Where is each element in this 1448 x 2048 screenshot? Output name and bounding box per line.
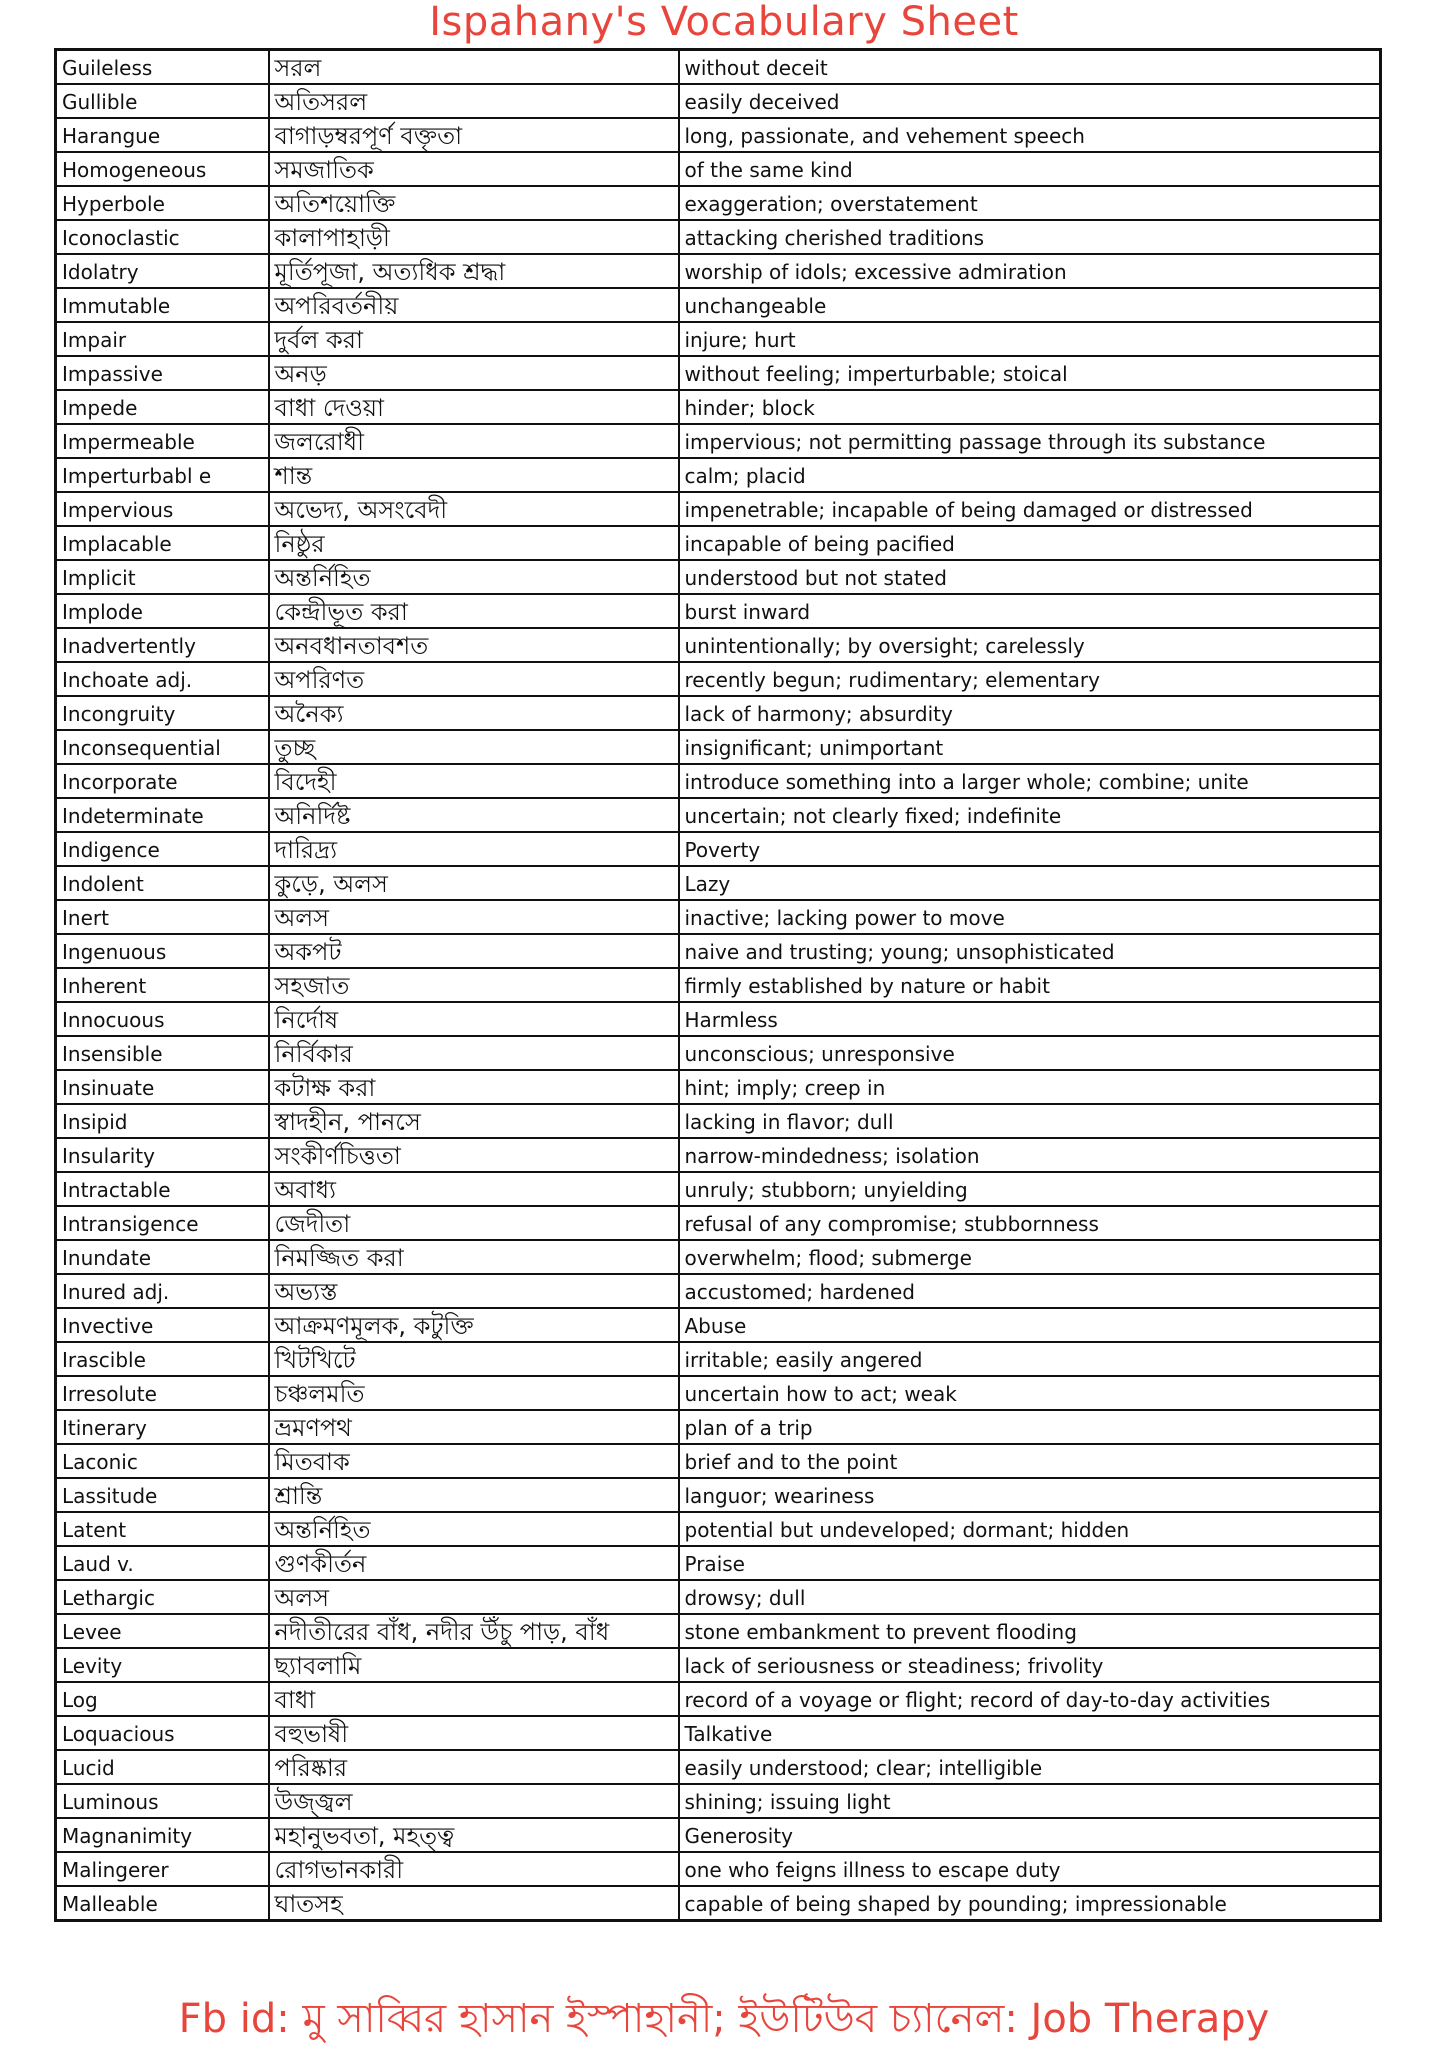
bangla-meaning-cell: স্বাদহীন, পানসে	[269, 1104, 679, 1138]
english-word-cell: Malingerer	[56, 1852, 269, 1886]
table-row	[56, 1138, 1381, 1172]
english-definition-cell: unruly; stubborn; unyielding	[679, 1172, 1381, 1206]
table-row	[56, 492, 1381, 526]
table-row	[56, 730, 1381, 764]
table-row	[56, 696, 1381, 730]
english-definition-cell: languor; weariness	[679, 1478, 1381, 1512]
english-word-cell: Inert	[56, 900, 269, 934]
table-row	[56, 288, 1381, 322]
english-definition-cell: potential but undeveloped; dormant; hidden	[679, 1512, 1381, 1546]
english-definition-cell: unchangeable	[679, 288, 1381, 322]
english-word-cell: Impassive	[56, 356, 269, 390]
english-word-cell: Insipid	[56, 1104, 269, 1138]
english-word-cell: Implode	[56, 594, 269, 628]
bangla-meaning-cell: আক্রমণমূলক, কটুক্তি	[269, 1308, 679, 1342]
table-row	[56, 968, 1381, 1002]
english-definition-cell: accustomed; hardened	[679, 1274, 1381, 1308]
english-definition-cell: Lazy	[679, 866, 1381, 900]
english-definition-cell: of the same kind	[679, 152, 1381, 186]
english-word-cell: Immutable	[56, 288, 269, 322]
table-row	[56, 1648, 1381, 1682]
english-definition-cell: introduce something into a larger whole; combine; unite	[679, 764, 1381, 798]
english-word-cell: Incongruity	[56, 696, 269, 730]
table-row	[56, 458, 1381, 492]
english-word-cell: Levity	[56, 1648, 269, 1682]
table-row	[56, 1512, 1381, 1546]
english-word-cell: Itinerary	[56, 1410, 269, 1444]
english-definition-cell: impervious; not permitting passage through its substance	[679, 424, 1381, 458]
english-definition-cell: calm; placid	[679, 458, 1381, 492]
english-definition-cell: impenetrable; incapable of being damaged or distressed	[679, 492, 1381, 526]
bangla-meaning-cell: দারিদ্র্য	[269, 832, 679, 866]
bangla-meaning-cell: বাধা দেওয়া	[269, 390, 679, 424]
english-word-cell: Harangue	[56, 118, 269, 152]
table-row	[56, 1036, 1381, 1070]
english-word-cell: Impermeable	[56, 424, 269, 458]
bangla-meaning-cell: অলস	[269, 900, 679, 934]
english-definition-cell: insignificant; unimportant	[679, 730, 1381, 764]
bangla-meaning-cell: বহুভাষী	[269, 1716, 679, 1750]
english-word-cell: Intransigence	[56, 1206, 269, 1240]
english-definition-cell: plan of a trip	[679, 1410, 1381, 1444]
english-definition-cell: burst inward	[679, 594, 1381, 628]
bangla-meaning-cell: অকপট	[269, 934, 679, 968]
english-definition-cell: lacking in flavor; dull	[679, 1104, 1381, 1138]
english-definition-cell: Abuse	[679, 1308, 1381, 1342]
vocabulary-table-body	[56, 50, 1381, 1921]
bangla-meaning-cell: গুণকীর্তন	[269, 1546, 679, 1580]
table-row	[56, 934, 1381, 968]
bangla-meaning-cell: ভ্রমণপথ	[269, 1410, 679, 1444]
english-word-cell: Malleable	[56, 1886, 269, 1921]
english-definition-cell: Talkative	[679, 1716, 1381, 1750]
english-word-cell: Hyperbole	[56, 186, 269, 220]
bangla-meaning-cell: অপরিবর্তনীয়	[269, 288, 679, 322]
english-definition-cell: easily understood; clear; intelligible	[679, 1750, 1381, 1784]
english-definition-cell: uncertain; not clearly fixed; indefinite	[679, 798, 1381, 832]
english-word-cell: Loquacious	[56, 1716, 269, 1750]
english-definition-cell: Harmless	[679, 1002, 1381, 1036]
english-word-cell: Homogeneous	[56, 152, 269, 186]
bangla-meaning-cell: অনবধানতাবশত	[269, 628, 679, 662]
table-row	[56, 764, 1381, 798]
bangla-meaning-cell: পরিষ্কার	[269, 1750, 679, 1784]
table-row	[56, 594, 1381, 628]
english-word-cell: Idolatry	[56, 254, 269, 288]
bangla-meaning-cell: দুর্বল করা	[269, 322, 679, 356]
english-word-cell: Invective	[56, 1308, 269, 1342]
bangla-meaning-cell: অন্তর্নিহিত	[269, 560, 679, 594]
table-row	[56, 1750, 1381, 1784]
english-definition-cell: incapable of being pacified	[679, 526, 1381, 560]
table-row	[56, 1240, 1381, 1274]
english-definition-cell: inactive; lacking power to move	[679, 900, 1381, 934]
english-definition-cell: lack of seriousness or steadiness; frivolity	[679, 1648, 1381, 1682]
bangla-meaning-cell: অপরিণত	[269, 662, 679, 696]
table-row	[56, 1206, 1381, 1240]
table-row	[56, 1614, 1381, 1648]
english-word-cell: Magnanimity	[56, 1818, 269, 1852]
bangla-meaning-cell: ছ্যাবলামি	[269, 1648, 679, 1682]
english-definition-cell: stone embankment to prevent flooding	[679, 1614, 1381, 1648]
table-row	[56, 220, 1381, 254]
english-word-cell: Indolent	[56, 866, 269, 900]
english-word-cell: Indigence	[56, 832, 269, 866]
english-definition-cell: worship of idols; excessive admiration	[679, 254, 1381, 288]
table-row	[56, 526, 1381, 560]
english-word-cell: Imperturbabl e	[56, 458, 269, 492]
english-word-cell: Inured adj.	[56, 1274, 269, 1308]
bangla-meaning-cell: সমজাতিক	[269, 152, 679, 186]
english-definition-cell: refusal of any compromise; stubbornness	[679, 1206, 1381, 1240]
english-definition-cell: understood but not stated	[679, 560, 1381, 594]
english-word-cell: Laud v.	[56, 1546, 269, 1580]
english-word-cell: Impervious	[56, 492, 269, 526]
english-definition-cell: narrow-mindedness; isolation	[679, 1138, 1381, 1172]
english-word-cell: Levee	[56, 1614, 269, 1648]
bangla-meaning-cell: সরল	[269, 50, 679, 85]
table-row	[56, 1002, 1381, 1036]
table-row	[56, 1274, 1381, 1308]
table-row	[56, 1682, 1381, 1716]
table-row	[56, 1716, 1381, 1750]
bangla-meaning-cell: জলরোধী	[269, 424, 679, 458]
bangla-meaning-cell: অন্তর্নিহিত	[269, 1512, 679, 1546]
bangla-meaning-cell: মহানুভবতা, মহত্ত্ব	[269, 1818, 679, 1852]
english-word-cell: Log	[56, 1682, 269, 1716]
bangla-meaning-cell: নির্দোষ	[269, 1002, 679, 1036]
bangla-meaning-cell: কুড়ে, অলস	[269, 866, 679, 900]
table-row	[56, 322, 1381, 356]
table-row	[56, 628, 1381, 662]
english-word-cell: Iconoclastic	[56, 220, 269, 254]
table-row	[56, 1070, 1381, 1104]
table-row	[56, 900, 1381, 934]
english-word-cell: Luminous	[56, 1784, 269, 1818]
english-definition-cell: Praise	[679, 1546, 1381, 1580]
english-word-cell: Inconsequential	[56, 730, 269, 764]
table-row	[56, 152, 1381, 186]
english-definition-cell: easily deceived	[679, 84, 1381, 118]
english-definition-cell: capable of being shaped by pounding; impressionable	[679, 1886, 1381, 1921]
english-word-cell: Irascible	[56, 1342, 269, 1376]
english-definition-cell: firmly established by nature or habit	[679, 968, 1381, 1002]
english-definition-cell: shining; issuing light	[679, 1784, 1381, 1818]
english-word-cell: Innocuous	[56, 1002, 269, 1036]
english-definition-cell: one who feigns illness to escape duty	[679, 1852, 1381, 1886]
english-definition-cell: naive and trusting; young; unsophisticated	[679, 934, 1381, 968]
english-definition-cell: without feeling; imperturbable; stoical	[679, 356, 1381, 390]
bangla-meaning-cell: অভ্যস্ত	[269, 1274, 679, 1308]
english-definition-cell: unconscious; unresponsive	[679, 1036, 1381, 1070]
table-row	[56, 1444, 1381, 1478]
bangla-meaning-cell: কটাক্ষ করা	[269, 1070, 679, 1104]
english-word-cell: Inchoate adj.	[56, 662, 269, 696]
english-word-cell: Irresolute	[56, 1376, 269, 1410]
english-definition-cell: long, passionate, and vehement speech	[679, 118, 1381, 152]
english-word-cell: Insularity	[56, 1138, 269, 1172]
table-row	[56, 356, 1381, 390]
english-word-cell: Impede	[56, 390, 269, 424]
bangla-meaning-cell: মূর্তিপূজা, অত্যধিক শ্রদ্ধা	[269, 254, 679, 288]
table-row	[56, 186, 1381, 220]
english-definition-cell: recently begun; rudimentary; elementary	[679, 662, 1381, 696]
bangla-meaning-cell: নির্বিকার	[269, 1036, 679, 1070]
bangla-meaning-cell: ঘাতসহ	[269, 1886, 679, 1921]
bangla-meaning-cell: বাগাড়ম্বরপূর্ণ বক্তৃতা	[269, 118, 679, 152]
english-word-cell: Guileless	[56, 50, 269, 85]
table-row	[56, 84, 1381, 118]
bangla-meaning-cell: অলস	[269, 1580, 679, 1614]
bangla-meaning-cell: শ্রান্তি	[269, 1478, 679, 1512]
table-row	[56, 390, 1381, 424]
english-word-cell: Impair	[56, 322, 269, 356]
bangla-meaning-cell: চঞ্চলমতি	[269, 1376, 679, 1410]
english-definition-cell: exaggeration; overstatement	[679, 186, 1381, 220]
bangla-meaning-cell: বিদেহী	[269, 764, 679, 798]
bangla-meaning-cell: অতিসরল	[269, 84, 679, 118]
english-definition-cell: injure; hurt	[679, 322, 1381, 356]
bangla-meaning-cell: খিটখিটে	[269, 1342, 679, 1376]
bangla-meaning-cell: শান্ত	[269, 458, 679, 492]
english-definition-cell: record of a voyage or flight; record of day-to-day activities	[679, 1682, 1381, 1716]
english-word-cell: Ingenuous	[56, 934, 269, 968]
english-word-cell: Incorporate	[56, 764, 269, 798]
english-word-cell: Lucid	[56, 1750, 269, 1784]
bangla-meaning-cell: অনৈক্য	[269, 696, 679, 730]
bangla-meaning-cell: অভেদ্য, অসংবেদী	[269, 492, 679, 526]
table-row	[56, 254, 1381, 288]
bangla-meaning-cell: নিমজ্জিত করা	[269, 1240, 679, 1274]
bangla-meaning-cell: তুচ্ছ	[269, 730, 679, 764]
bangla-meaning-cell: সহজাত	[269, 968, 679, 1002]
english-word-cell: Laconic	[56, 1444, 269, 1478]
bangla-meaning-cell: মিতবাক	[269, 1444, 679, 1478]
english-word-cell: Gullible	[56, 84, 269, 118]
english-definition-cell: hinder; block	[679, 390, 1381, 424]
english-word-cell: Implicit	[56, 560, 269, 594]
english-definition-cell: Generosity	[679, 1818, 1381, 1852]
english-definition-cell: lack of harmony; absurdity	[679, 696, 1381, 730]
table-row	[56, 832, 1381, 866]
table-row	[56, 118, 1381, 152]
table-row	[56, 1376, 1381, 1410]
english-word-cell: Lethargic	[56, 1580, 269, 1614]
bangla-meaning-cell: অনির্দিষ্ট	[269, 798, 679, 832]
table-row	[56, 1308, 1381, 1342]
english-word-cell: Indeterminate	[56, 798, 269, 832]
english-word-cell: Inadvertently	[56, 628, 269, 662]
english-word-cell: Lassitude	[56, 1478, 269, 1512]
english-word-cell: Latent	[56, 1512, 269, 1546]
table-row	[56, 1784, 1381, 1818]
bangla-meaning-cell: কালাপাহাড়ী	[269, 220, 679, 254]
bangla-meaning-cell: বাধা	[269, 1682, 679, 1716]
bangla-meaning-cell: কেন্দ্রীভূত করা	[269, 594, 679, 628]
table-row	[56, 1104, 1381, 1138]
table-row	[56, 662, 1381, 696]
english-word-cell: Insensible	[56, 1036, 269, 1070]
english-definition-cell: uncertain how to act; weak	[679, 1376, 1381, 1410]
bangla-meaning-cell: অতিশয়োক্তি	[269, 186, 679, 220]
table-row	[56, 424, 1381, 458]
english-word-cell: Intractable	[56, 1172, 269, 1206]
table-row	[56, 1818, 1381, 1852]
bangla-meaning-cell: নদীতীরের বাঁধ, নদীর উঁচু পাড়, বাঁধ	[269, 1614, 679, 1648]
bangla-meaning-cell: নিষ্ঠুর	[269, 526, 679, 560]
table-row	[56, 1886, 1381, 1921]
english-definition-cell: irritable; easily angered	[679, 1342, 1381, 1376]
table-row	[56, 798, 1381, 832]
table-row	[56, 1580, 1381, 1614]
page-title: Ispahany's Vocabulary Sheet	[429, 0, 1019, 45]
table-row	[56, 866, 1381, 900]
english-definition-cell: attacking cherished traditions	[679, 220, 1381, 254]
english-definition-cell: hint; imply; creep in	[679, 1070, 1381, 1104]
english-definition-cell: drowsy; dull	[679, 1580, 1381, 1614]
table-row	[56, 560, 1381, 594]
english-definition-cell: without deceit	[679, 50, 1381, 85]
table-row	[56, 1852, 1381, 1886]
english-definition-cell: brief and to the point	[679, 1444, 1381, 1478]
table-row	[56, 1342, 1381, 1376]
english-word-cell: Inherent	[56, 968, 269, 1002]
table-row	[56, 1478, 1381, 1512]
vocabulary-table	[54, 48, 1382, 1922]
english-word-cell: Insinuate	[56, 1070, 269, 1104]
bangla-meaning-cell: অবাধ্য	[269, 1172, 679, 1206]
bangla-meaning-cell: রোগভানকারী	[269, 1852, 679, 1886]
table-row	[56, 50, 1381, 85]
bangla-meaning-cell: জেদীতা	[269, 1206, 679, 1240]
table-row	[56, 1546, 1381, 1580]
english-word-cell: Implacable	[56, 526, 269, 560]
table-row	[56, 1172, 1381, 1206]
table-row	[56, 1410, 1381, 1444]
english-definition-cell: Poverty	[679, 832, 1381, 866]
english-definition-cell: unintentionally; by oversight; carelessly	[679, 628, 1381, 662]
english-word-cell: Inundate	[56, 1240, 269, 1274]
footer-credit: Fb id: মু সাব্বির হাসান ইস্পাহানী; ইউটিউব চ্যানেল: Job Therapy	[178, 1996, 1270, 2042]
bangla-meaning-cell: উজ্জ্বল	[269, 1784, 679, 1818]
bangla-meaning-cell: সংকীর্ণচিত্ততা	[269, 1138, 679, 1172]
bangla-meaning-cell: অনড়	[269, 356, 679, 390]
english-definition-cell: overwhelm; flood; submerge	[679, 1240, 1381, 1274]
